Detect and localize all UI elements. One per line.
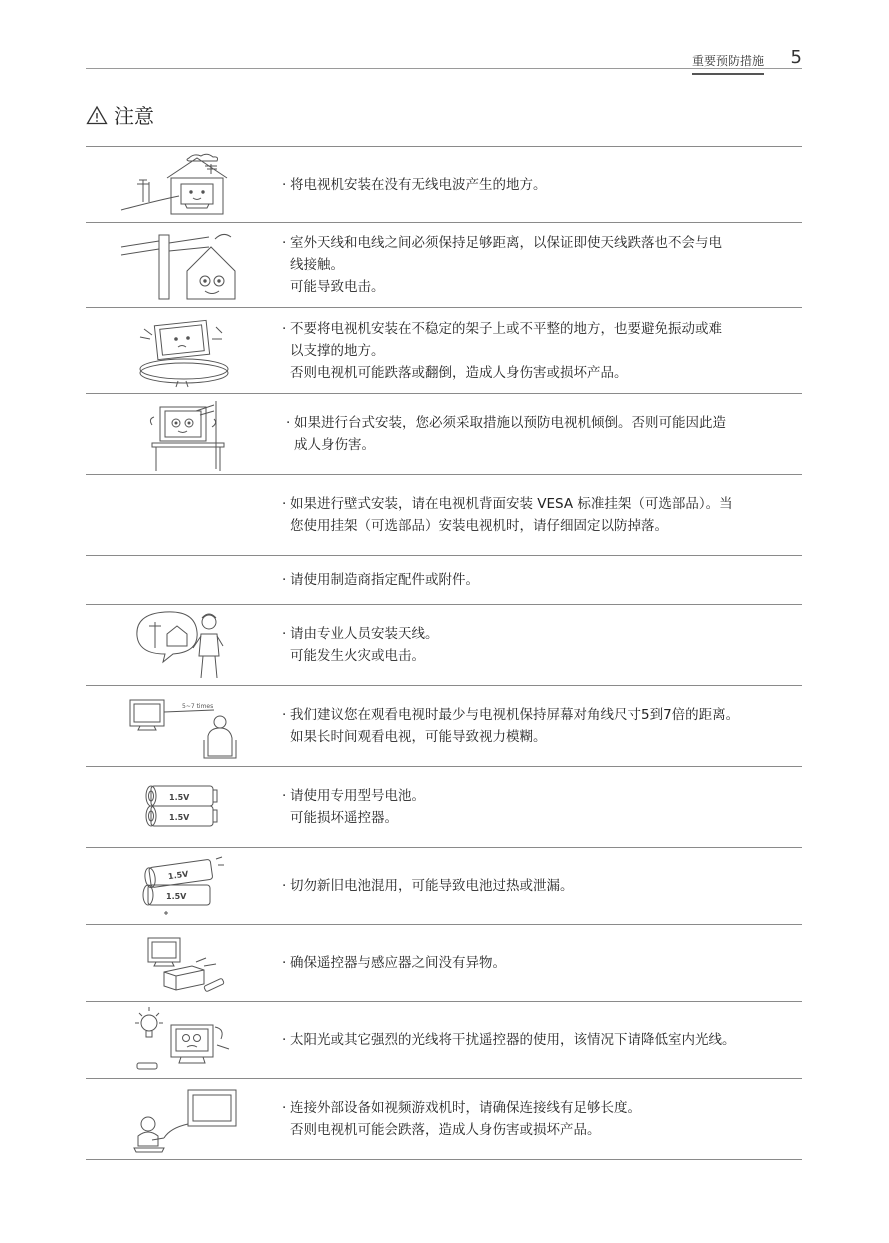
strong-light-illustration	[129, 1005, 239, 1075]
text-line: · 如果进行台式安装，您必须采取措施以预防电视机倾倒。否则可能因此造	[286, 415, 726, 431]
battery-label: 1.5V	[167, 869, 189, 882]
text-line: · 将电视机安装在没有无线电波产生的地方。	[282, 176, 547, 193]
warning-triangle-icon	[86, 105, 108, 125]
illustration	[86, 925, 282, 1001]
caution-text	[282, 623, 802, 667]
battery-label: 1.5V	[169, 813, 190, 822]
caution-row	[86, 475, 802, 556]
text-line: 成人身伤害。	[294, 437, 375, 453]
text-line: · 连接外部设备如视频游戏机时，请确保连接线有足够长度。	[282, 1100, 641, 1116]
text-line: · 太阳光或其它强烈的光线将干扰遥控器的使用，该情况下请降低室内光线。	[282, 1032, 736, 1048]
caution-text	[282, 704, 802, 748]
caution-text	[282, 1029, 802, 1051]
caution-row	[86, 605, 802, 686]
caution-text	[282, 569, 802, 591]
illustration	[86, 605, 282, 685]
caution-text	[282, 785, 802, 829]
viewing-distance-illustration	[124, 690, 244, 762]
caution-row	[86, 223, 802, 308]
illustration	[86, 1002, 282, 1078]
caution-text	[282, 232, 802, 298]
caution-row	[86, 147, 802, 223]
caution-row	[86, 925, 802, 1002]
section-heading	[86, 100, 154, 129]
text-line: 如果长时间观看电视，可能导致视力模糊。	[290, 729, 547, 745]
technician-antenna-illustration	[129, 608, 239, 682]
antenna-power-line-illustration	[119, 227, 249, 303]
caution-row	[86, 848, 802, 925]
text-line: 线接触。	[290, 257, 344, 273]
caution-text	[282, 1097, 802, 1141]
caution-row	[86, 1079, 802, 1160]
caution-text	[282, 875, 802, 897]
house-tv-antenna-illustration	[119, 152, 249, 218]
caution-row	[86, 767, 802, 848]
text-line: 可能导致电击。	[290, 279, 385, 295]
remote-obstacle-illustration	[134, 932, 234, 994]
game-console-cable-illustration	[124, 1084, 244, 1154]
caution-text	[282, 493, 802, 537]
page-header	[86, 46, 802, 69]
text-line: · 切勿新旧电池混用，可能导致电池过热或泄漏。	[282, 878, 574, 894]
caution-row	[86, 308, 802, 394]
caution-text	[282, 318, 802, 384]
text-line: 否则电视机可能会跌落，造成人身伤害或损坏产品。	[290, 1122, 601, 1138]
caution-row	[86, 394, 802, 475]
text-line: 您使用挂架（可选部品）安装电视机时，请仔细固定以防掉落。	[290, 518, 668, 534]
batteries-illustration	[139, 780, 229, 834]
text-line: · 我们建议您在观看电视时最少与电视机保持屏幕对角线尺寸5到7倍的距离。	[282, 707, 740, 723]
page-number: 5	[790, 47, 802, 68]
caution-row	[86, 556, 802, 605]
text-line: · 请由专业人员安装天线。	[282, 626, 439, 642]
caution-row	[86, 686, 802, 767]
illustration	[86, 848, 282, 924]
caution-row	[86, 1002, 802, 1079]
text-line: · 请使用专用型号电池。	[282, 788, 425, 804]
illustration	[86, 475, 282, 555]
text-line: 可能损坏遥控器。	[290, 810, 398, 826]
viewing-distance-label: 5~7 times	[182, 703, 214, 710]
section-title: 注意	[114, 104, 154, 128]
text-line: 可能发生火灾或电击。	[290, 648, 425, 664]
illustration	[86, 1079, 282, 1159]
illustration	[86, 394, 282, 474]
text-line: · 确保遥控器与感应器之间没有异物。	[282, 955, 506, 971]
caution-text	[282, 412, 802, 456]
battery-label: 1.5V	[169, 793, 190, 802]
illustration	[86, 556, 282, 604]
illustration	[86, 147, 282, 222]
battery-label: 1.5V	[166, 892, 187, 901]
illustration	[86, 223, 282, 307]
text-line: · 室外天线和电线之间必须保持足够距离，以保证即使天线跌落也不会与电	[282, 235, 722, 251]
text-line: 以支撑的地方。	[290, 342, 385, 359]
text-line: 否则电视机可能跌落或翻倒，造成人身伤害或损坏产品。	[290, 364, 628, 381]
text-line: · 如果进行壁式安装，请在电视机背面安装 VESA 标准挂架（可选部品）。当	[282, 496, 733, 512]
old-new-batteries-illustration	[136, 855, 232, 917]
caution-text	[282, 174, 802, 196]
caution-table	[86, 146, 802, 1160]
unstable-stand-tv-illustration	[124, 313, 244, 389]
tv-secured-to-wall-illustration	[134, 397, 234, 471]
illustration	[86, 767, 282, 847]
illustration	[86, 686, 282, 766]
illustration	[86, 308, 282, 393]
text-line: · 请使用制造商指定配件或附件。	[282, 572, 479, 588]
caution-text	[282, 952, 802, 974]
header-title: 重要预防措施	[692, 52, 764, 71]
text-line: · 不要将电视机安装在不稳定的架子上或不平整的地方，也要避免振动或难	[282, 320, 722, 337]
